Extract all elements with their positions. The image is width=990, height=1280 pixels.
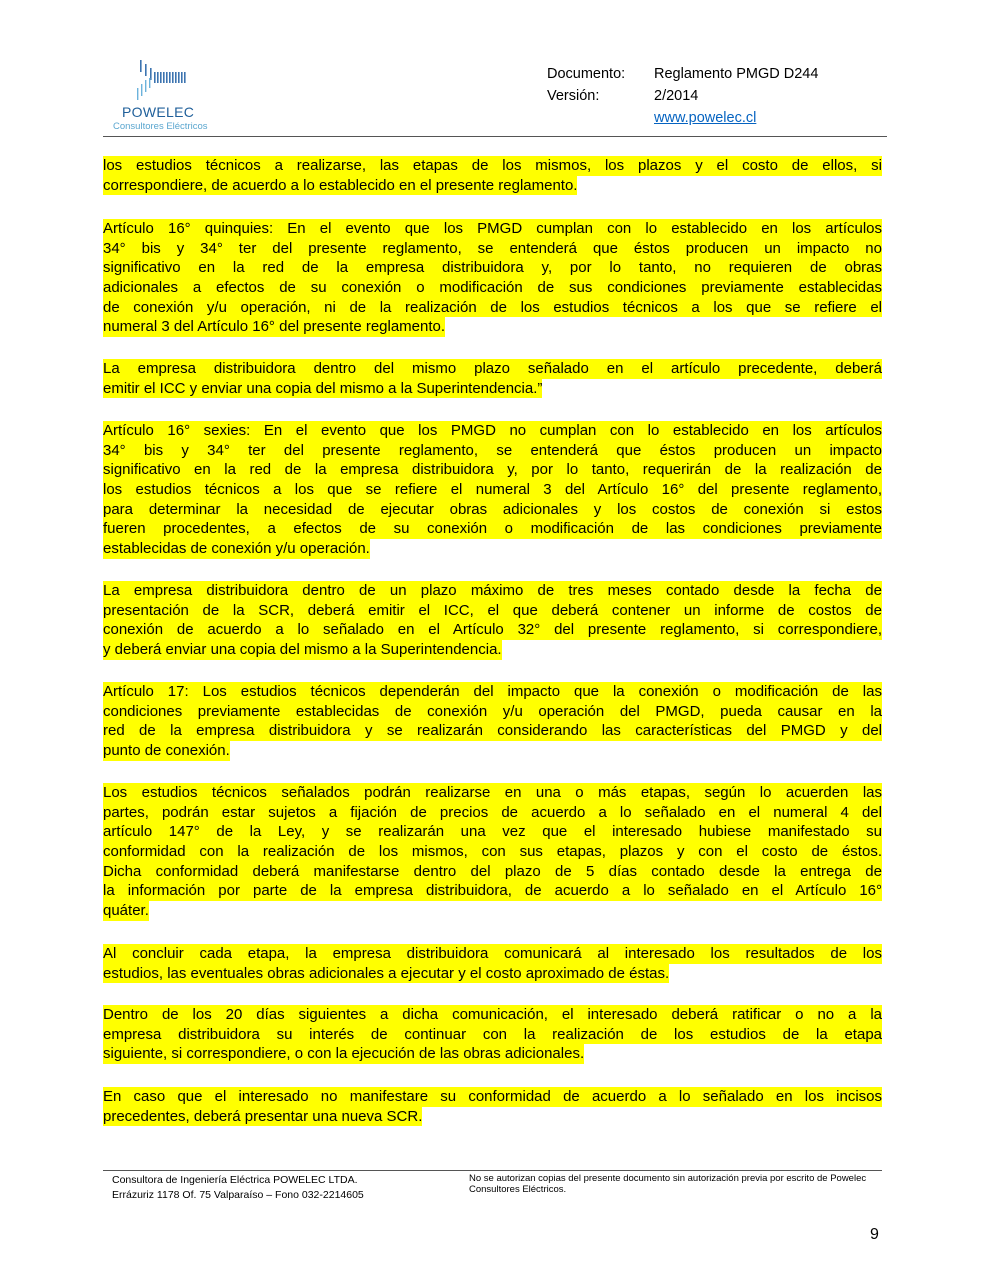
document-value: Reglamento PMGD D244: [654, 66, 819, 82]
text-line: significativo en la red de la empresa distribuidora y, por lo tanto, no requieren de obras: [103, 259, 882, 277]
page-number: 9: [870, 1226, 879, 1243]
paragraph: [103, 421, 882, 559]
text-line: conexión de acuerdo a lo señalado en el Artículo 32° del presente reglamento, si correspondiere,: [103, 621, 882, 639]
paragraph: [103, 156, 882, 195]
footer-company: Consultora de Ingeniería Eléctrica POWELEC LTDA.: [112, 1174, 358, 1186]
text-line: adicionales a efectos de su conexión o modificación de sus condiciones previamente establecidas: [103, 279, 882, 297]
text-line: artículo 147° de la Ley, y se realizarán una vez que el interesado hubiese manifestado su: [103, 823, 882, 841]
text-line: y deberá enviar una copia del mismo a la Superintendencia.: [103, 641, 502, 659]
text-line: quáter.: [103, 902, 149, 920]
text-line: La empresa distribuidora dentro del mismo plazo señalado en el artículo precedente, deberá: [103, 360, 882, 377]
text-line: presentación de la SCR, deberá emitir el ICC, el que deberá contener un informe de costos de: [103, 601, 882, 619]
text-line: precedentes, deberá presentar una nueva SCR.: [103, 1107, 423, 1125]
text-line: siguiente, si correspondiere, o con la ejecución de las obras adicionales.: [103, 1045, 585, 1063]
text-line: Dentro de los 20 días siguientes a dicha comunicación, el interesado deberá ratificar o no a la: [103, 1006, 882, 1023]
text-line: estudios, las eventuales obras adicionales a ejecutar y el costo aproximado de éstas.: [103, 964, 670, 982]
text-line: la información por parte de la empresa distribuidora, de acuerdo a lo señalado en el Artículo 16°: [103, 882, 882, 900]
text-line: conformidad con la realización de los mismos, con sus etapas, plazos y con el costo de éstos.: [103, 843, 882, 861]
paragraph: [103, 783, 882, 921]
text-line: La empresa distribuidora dentro de un plazo máximo de tres meses contado desde la fecha de: [103, 582, 882, 599]
paragraph: [103, 944, 882, 983]
text-line: establecidas de conexión y/u operación.: [103, 540, 370, 558]
text-line: significativo en la red de la empresa distribuidora y, por lo tanto, requerirán de la realización de: [103, 461, 882, 479]
text-line: de conexión y/u operación, ni de la realización de los estudios técnicos a los que se refiere el: [103, 298, 882, 316]
text-line: condiciones previamente establecidas de conexión y/u operación del PMGD, pueda causar en la: [103, 702, 882, 720]
text-line: Dicha conformidad deberá manifestarse dentro del plazo de 5 días contado desde la entrega de: [103, 862, 882, 880]
version-label: Versión:: [547, 88, 600, 104]
text-line: 34° bis y 34° ter del presente reglamento, se entenderá que éstos producen un impacto no: [103, 239, 882, 257]
paragraph: [103, 1005, 882, 1064]
text-line: Artículo 16° quinquies: En el evento que los PMGD cumplan con lo establecido en los artículos: [103, 220, 882, 237]
header-divider: [103, 136, 887, 137]
paragraph: [103, 1087, 882, 1126]
text-line: para determinar la necesidad de ejecutar obras adicionales y los costos de conexión si estos: [103, 500, 882, 518]
text-line: Los estudios técnicos señalados podrán realizarse en una o más etapas, según lo acuerden las: [103, 784, 882, 801]
paragraph: [103, 581, 882, 660]
logo-name: POWELEC: [122, 104, 195, 120]
text-line: Al concluir cada etapa, la empresa distribuidora comunicará al interesado los resultados de los: [103, 945, 882, 962]
text-line: los estudios técnicos a realizarse, las etapas de los mismos, los plazos y el costo de ellos, si: [103, 157, 882, 174]
text-line: fueren procedentes, a efectos de su conexión o modificación de las condiciones previamente: [103, 520, 882, 538]
version-value: 2/2014: [654, 88, 699, 104]
text-line: emitir el ICC y enviar una copia del mismo a la Superintendencia.”: [103, 379, 543, 397]
text-line: red de la empresa distribuidora y se realizarán considerando las características del PMGD y del: [103, 722, 882, 740]
logo-subtitle: Consultores Eléctricos: [113, 121, 208, 132]
website-link[interactable]: www.powelec.cl: [654, 110, 757, 126]
text-line: 34° bis y 34° ter del presente reglamento, se entenderá que éstos producen un impacto: [103, 441, 882, 459]
text-line: En caso que el interesado no manifestare su conformidad de acuerdo a lo señalado en los incisos: [103, 1088, 882, 1105]
text-line: los estudios técnicos a los que se refiere el numeral 3 del Artículo 16° del presente reglamento,: [103, 481, 882, 499]
footer-divider: [103, 1170, 882, 1171]
footer-address: Errázuriz 1178 Of. 75 Valparaíso – Fono 032-2214605: [112, 1189, 364, 1201]
text-line: Artículo 17: Los estudios técnicos dependerán del impacto que la conexión o modificación de las: [103, 683, 882, 700]
text-line: correspondiere, de acuerdo a lo establecido en el presente reglamento.: [103, 176, 578, 194]
paragraph: [103, 219, 882, 337]
paragraph: [103, 682, 882, 761]
text-line: Artículo 16° sexies: En el evento que los PMGD no cumplan con lo establecido en los artículos: [103, 422, 882, 439]
text-line: partes, podrán estar sujetos a fijación de precios de acuerdo a lo señalado en el numeral 4 del: [103, 803, 882, 821]
footer-notice: No se autorizan copias del presente documento sin autorización previa por escrito de Powelec Consultores Eléctricos.: [469, 1173, 867, 1195]
paragraph: [103, 359, 882, 398]
text-line: punto de conexión.: [103, 742, 230, 760]
text-line: empresa distribuidora su interés de continuar con la realización de los estudios de la etapa: [103, 1025, 882, 1043]
text-line: numeral 3 del Artículo 16° del presente reglamento.: [103, 318, 446, 336]
document-label: Documento:: [547, 66, 626, 82]
